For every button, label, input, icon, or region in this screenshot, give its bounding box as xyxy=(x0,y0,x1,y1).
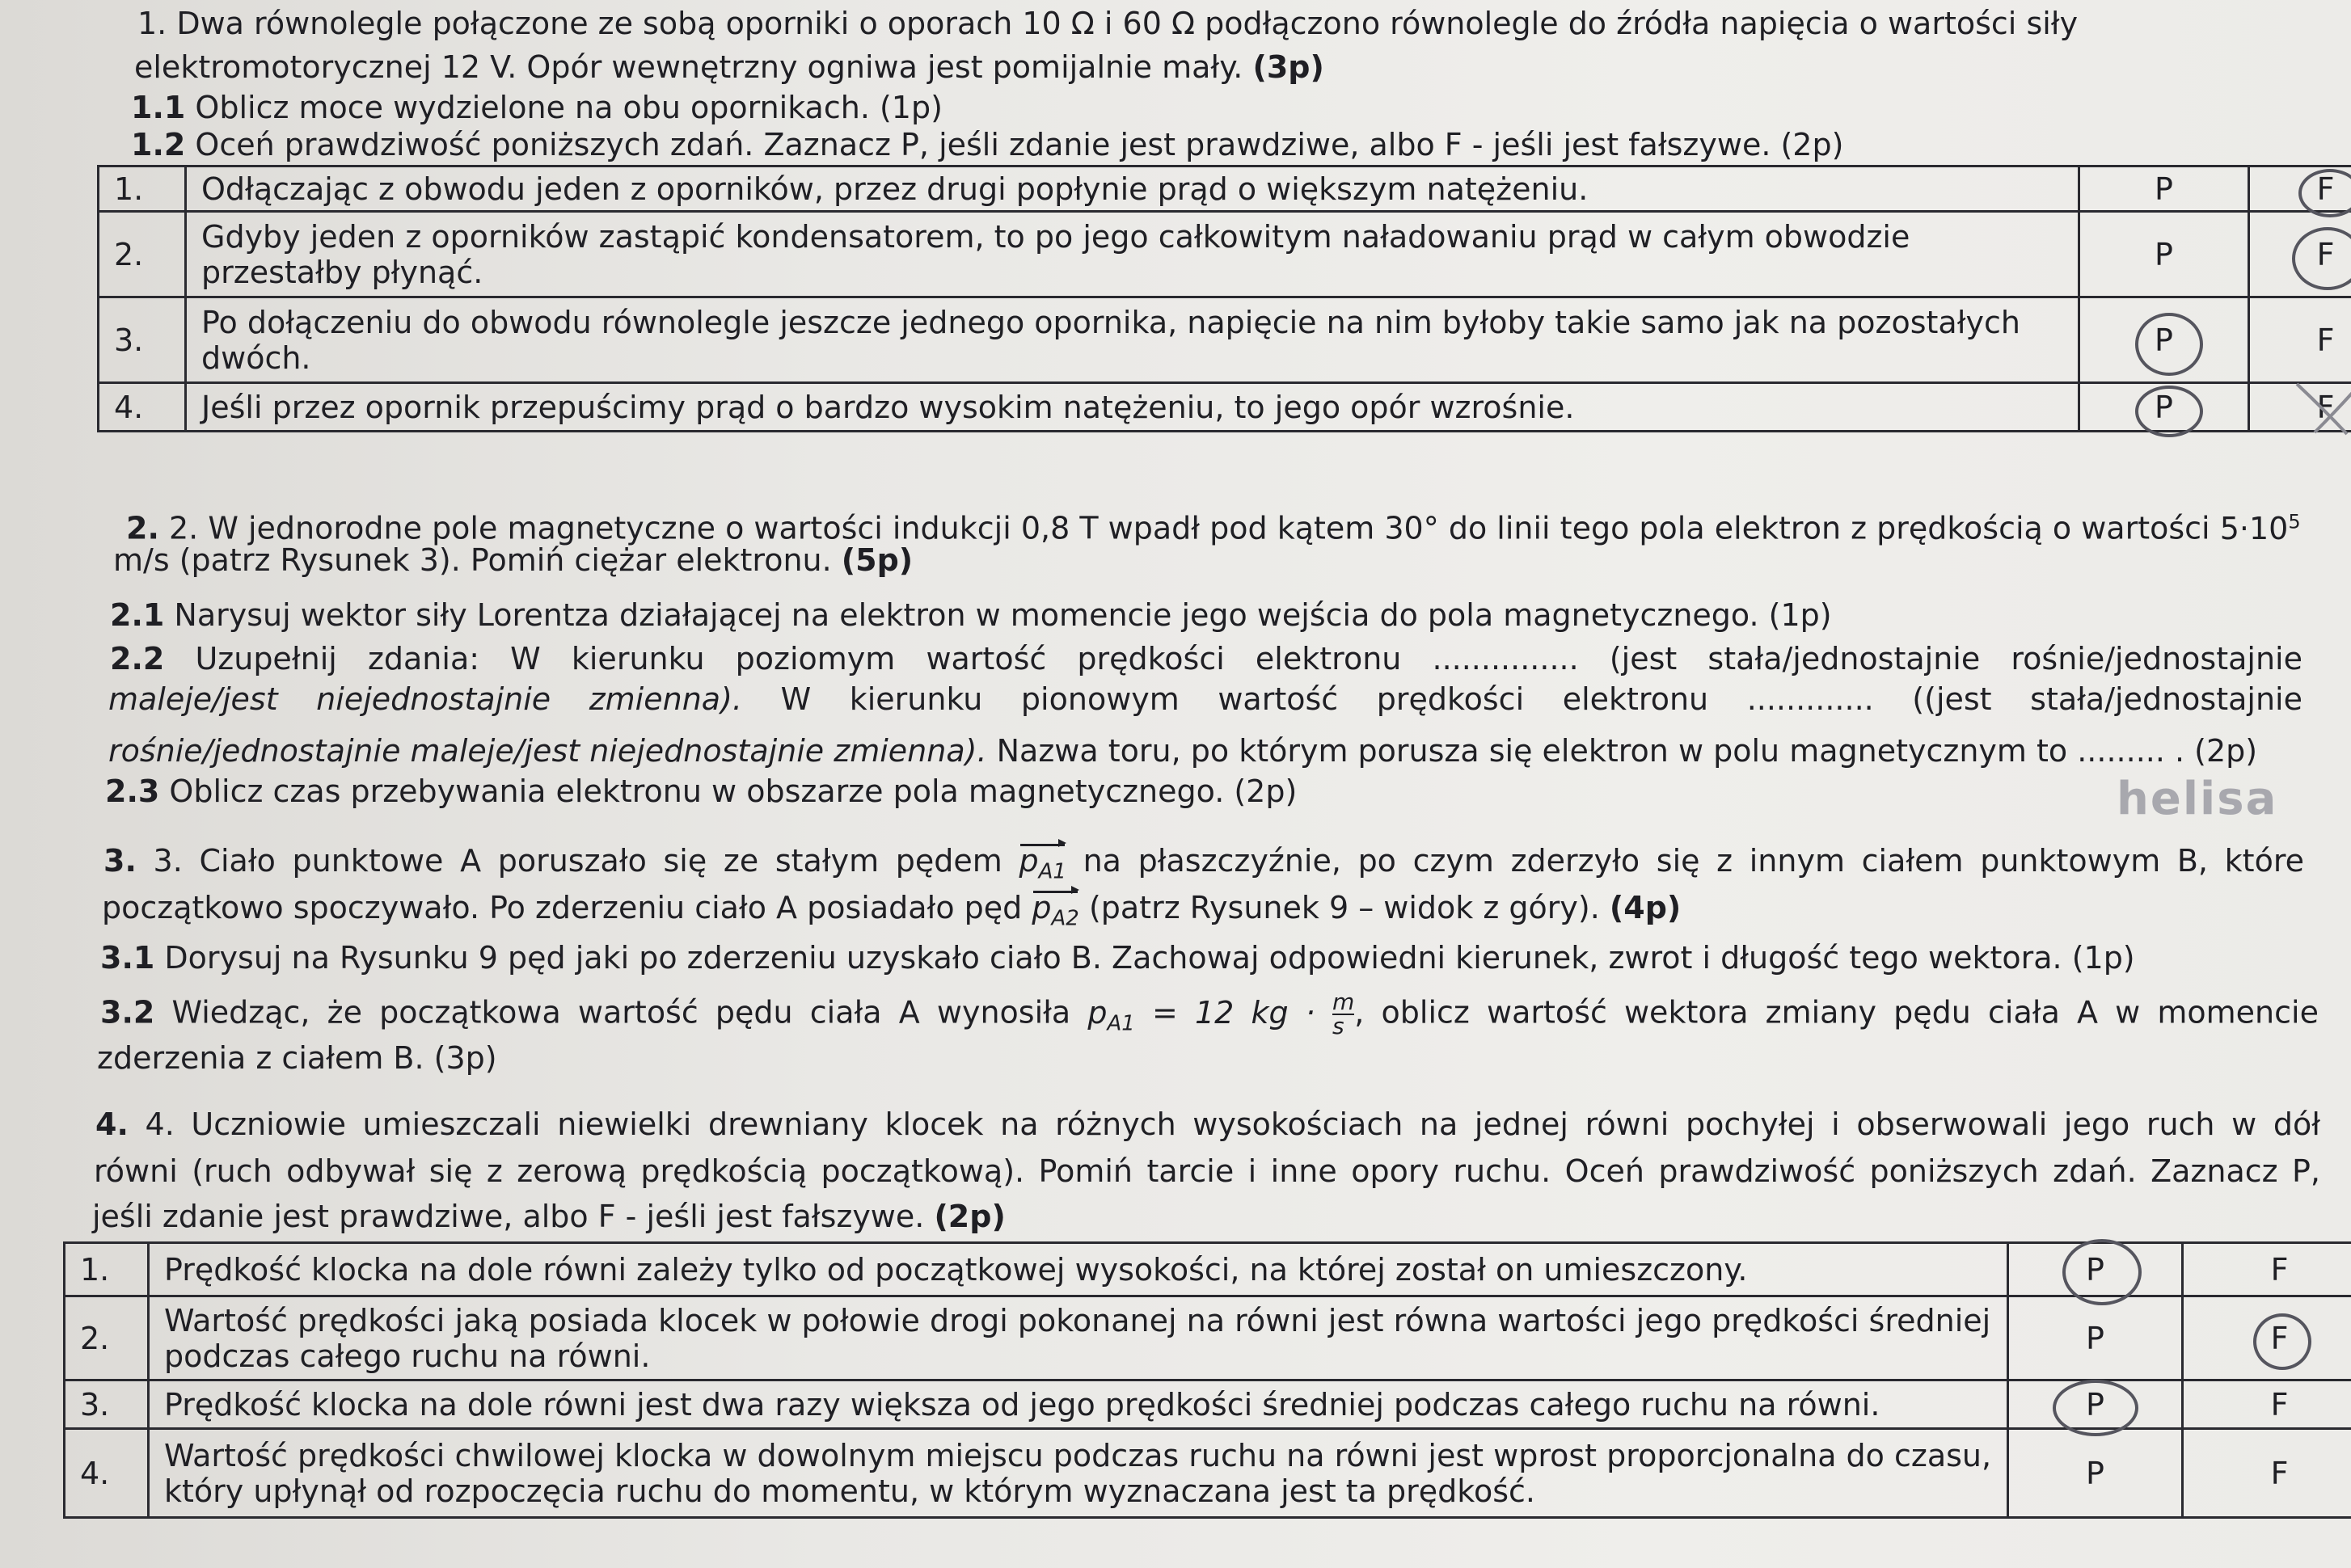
cross-out-mark xyxy=(2290,376,2351,440)
answer-p[interactable]: P xyxy=(2079,383,2249,432)
answer-p[interactable]: P xyxy=(2008,1243,2183,1296)
answer-p[interactable]: P xyxy=(2079,297,2249,383)
answer-f[interactable]: F xyxy=(2249,383,2351,432)
momentum-formula: $p_{A1} = 12$ kg · $\frac{m}{s}$ xyxy=(1087,988,1355,1039)
table-row xyxy=(99,166,2351,212)
sub22-options-a: maleje/jest niejednostajnie zmienna). xyxy=(108,681,742,717)
sub31-number: 3.1 xyxy=(100,940,155,976)
sub12-number: 1.2 xyxy=(131,127,186,162)
sub12-text: Oceń prawdziwość poniższych zdań. Zaznacz P, jeśli zdanie jest prawdziwe, albo F - jeśli jest fałszywe. (2p) xyxy=(195,127,1844,162)
answer-p[interactable]: P xyxy=(2008,1296,2183,1380)
table-row xyxy=(99,383,2351,432)
task2-sub21 xyxy=(110,596,1832,634)
table-row xyxy=(65,1243,2351,1296)
row-number: 2. xyxy=(65,1296,149,1380)
task4-number: 4. xyxy=(95,1106,129,1142)
task3-line1-text2: na płaszczyźnie, po czym zderzyło się z innym ciałem punktowym B, które xyxy=(1083,843,2304,879)
task2-angle: 30° xyxy=(1384,510,1439,546)
task2-sub23 xyxy=(105,773,1297,810)
task1-truefalse-table xyxy=(97,165,2351,432)
row-number: 3. xyxy=(99,297,186,383)
task1-sub11 xyxy=(131,89,943,126)
task4-line3 xyxy=(92,1198,1006,1235)
task3-sub32-line2: zderzenia z ciałem B. (3p) xyxy=(97,1040,497,1076)
task2-sub22-line2 xyxy=(108,681,2302,718)
answer-p[interactable]: P xyxy=(2079,166,2249,212)
task2-sub22-line1 xyxy=(110,640,2302,677)
sub22-text2: W kierunku pionowym wartość prędkości elektronu ............. ((jest stała/jednostajnie xyxy=(780,681,2302,717)
task3-number: 3. xyxy=(103,843,137,879)
statement-text: Prędkość klocka na dole równi jest dwa razy większa od jego prędkości średniej podczas całego ruchu na równi. xyxy=(149,1380,2008,1429)
task3-line1-text: 3. Ciało punktowe A poruszało się ze stałym pędem xyxy=(153,843,1002,879)
sub22-number: 2.2 xyxy=(110,641,165,677)
sub22-options-b: rośnie/jednostajnie maleje/jest niejednostajnie zmienna). xyxy=(108,733,987,769)
task4-line1-text: 4. Uczniowie umieszczali niewielki drewniany klocek na różnych wysokościach na jednej równi pochyłej i obserwowali jego ruch w dół xyxy=(145,1106,2320,1142)
statement-text: Wartość prędkości jaką posiada klocek w połowie drogi pokonanej na równi jest równa wartości jego prędkości średniej podczas całego ruchu na równi. xyxy=(149,1296,2008,1380)
sub11-text: Oblicz moce wydzielone na obu opornikach. (1p) xyxy=(195,90,943,125)
task4-line2: równi (ruch odbywał się z zerową prędkością początkową). Pomiń tarcie i inne opory ruchu. Oceń prawdziwość poniższych zdań. Zaznacz P, xyxy=(94,1153,2320,1189)
task4-line3-text: jeśli zdanie jest prawdziwe, albo F - jeśli jest fałszywe. xyxy=(92,1199,925,1234)
task4-truefalse-table xyxy=(63,1241,2351,1519)
row-number: 1. xyxy=(65,1243,149,1296)
sub21-number: 2.1 xyxy=(110,597,165,633)
task2-line1 xyxy=(126,503,2301,547)
sub23-text: Oblicz czas przebywania elektronu w obszarze pola magnetycznego. (2p) xyxy=(169,773,1298,809)
task1-line2-text: elektromotorycznej 12 V. Opór wewnętrzny ogniwa jest pomijalnie mały. xyxy=(134,49,1243,85)
answer-f[interactable]: F xyxy=(2249,166,2351,212)
answer-f[interactable]: F xyxy=(2183,1429,2351,1518)
statement-text: Jeśli przez opornik przepuścimy prąd o bardzo wysokim natężeniu, to jego opór wzrośnie. xyxy=(186,383,2079,432)
momentum-vector-a1: $p_{A1}$ xyxy=(1019,842,1066,891)
table-row xyxy=(65,1296,2351,1380)
row-number: 4. xyxy=(99,383,186,432)
task1-points: (3p) xyxy=(1252,49,1324,85)
task3-points: (4p) xyxy=(1609,890,1682,925)
table-row xyxy=(99,297,2351,383)
handwritten-answer: helisa xyxy=(2117,773,2278,825)
answer-f[interactable]: F xyxy=(2183,1296,2351,1380)
task1-line2 xyxy=(134,48,1324,86)
task3-line2 xyxy=(102,889,1681,938)
row-number: 1. xyxy=(99,166,186,212)
answer-p[interactable]: P xyxy=(2079,212,2249,297)
row-number: 2. xyxy=(99,212,186,297)
task2-sub22-line3 xyxy=(108,732,2257,769)
task2-line2-text: m/s (patrz Rysunek 3). Pomiń ciężar elektronu. xyxy=(113,542,832,578)
task2-line1-text2: do linii tego pola elektron z prędkością o wartości xyxy=(1448,510,2210,546)
answer-p[interactable]: P xyxy=(2008,1380,2183,1429)
task3-sub32 xyxy=(100,988,2319,1042)
sub31-text: Dorysuj na Rysunku 9 pęd jaki po zderzeniu uzyskało ciało B. Zachowaj odpowiedni kierunek, zwrot i długość tego wektora. (1p) xyxy=(164,940,2135,976)
sub23-number: 2.3 xyxy=(105,773,160,809)
table-row xyxy=(99,212,2351,297)
sub22-text3: Nazwa toru, po którym porusza się elektron w polu magnetycznym to ......... . (2p) xyxy=(996,733,2258,769)
statement-text: Prędkość klocka na dole równi zależy tylko od początkowej wysokości, na której został on umieszczony. xyxy=(149,1243,2008,1296)
sub11-number: 1.1 xyxy=(131,90,186,125)
momentum-vector-a2: $p_{A2}$ xyxy=(1032,889,1078,938)
task3-line2-text: początkowo spoczywało. Po zderzeniu ciało A posiadało pęd xyxy=(102,890,1023,925)
task1-line1: 1. Dwa równolegle połączone ze sobą oporniki o oporach 10 Ω i 60 Ω podłączono równolegle do źródła napięcia o wartości siły xyxy=(137,6,2079,41)
task2-line2 xyxy=(113,542,913,579)
statement-text: Wartość prędkości chwilowej klocka w dowolnym miejscu podczas ruchu na równi jest wprost proporcjonalna do czasu, który upłynął od rozpoczęcia ruchu do momentu, w którym wyznaczana jest ta prędkość. xyxy=(149,1429,2008,1518)
unit-fraction: $\frac{m}{s}$ xyxy=(1332,988,1355,1039)
statement-text: Gdyby jeden z oporników zastąpić kondensatorem, to po jego całkowitym naładowaniu prąd w całym obwodzie przestałby płynąć. xyxy=(186,212,2079,297)
task3-line2-text2: (patrz Rysunek 9 – widok z góry). xyxy=(1088,890,1600,925)
task4-line1 xyxy=(95,1106,2320,1143)
task3-line1 xyxy=(103,842,2304,891)
answer-f[interactable]: F xyxy=(2249,297,2351,383)
statement-text: Odłączając z obwodu jeden z oporników, przez drugi popłynie prąd o większym natężeniu. xyxy=(186,166,2079,212)
answer-f[interactable]: F xyxy=(2183,1243,2351,1296)
sub21-text: Narysuj wektor siły Lorentza działającej na elektron w momencie jego wejścia do pola magnetycznego. (1p) xyxy=(174,597,1832,633)
answer-f[interactable]: F xyxy=(2249,212,2351,297)
task2-line1-text: 2. W jednorodne pole magnetyczne o wartości indukcji 0,8 T wpadł pod kątem xyxy=(168,510,1375,546)
table-row xyxy=(65,1429,2351,1518)
answer-p[interactable]: P xyxy=(2008,1429,2183,1518)
task1-sub12 xyxy=(131,126,1843,163)
sub32-text: Wiedząc, że początkowa wartość pędu ciała A wynosiła xyxy=(171,994,1071,1031)
task2-points: (5p) xyxy=(841,542,914,578)
sub32-text2: , oblicz wartość wektora zmiany pędu ciała A w momencie xyxy=(1354,994,2319,1031)
sub32-number: 3.2 xyxy=(100,994,155,1031)
row-number: 3. xyxy=(65,1380,149,1429)
task3-sub31 xyxy=(100,939,2135,976)
task2-speed: $5\cdot 10^5$ xyxy=(2219,510,2301,546)
table-row xyxy=(65,1380,2351,1429)
row-number: 4. xyxy=(65,1429,149,1518)
answer-f[interactable]: F xyxy=(2183,1380,2351,1429)
statement-text: Po dołączeniu do obwodu równolegle jeszcze jednego opornika, napięcie na nim byłoby takie samo jak na pozostałych dwóch. xyxy=(186,297,2079,383)
task4-points: (2p) xyxy=(934,1199,1006,1234)
task2-number: 2. xyxy=(126,510,159,546)
sub22-text: Uzupełnij zdania: W kierunku poziomym wartość prędkości elektronu ............... (jest stała/jednostajnie rośnie/jednostajnie xyxy=(195,641,2302,677)
